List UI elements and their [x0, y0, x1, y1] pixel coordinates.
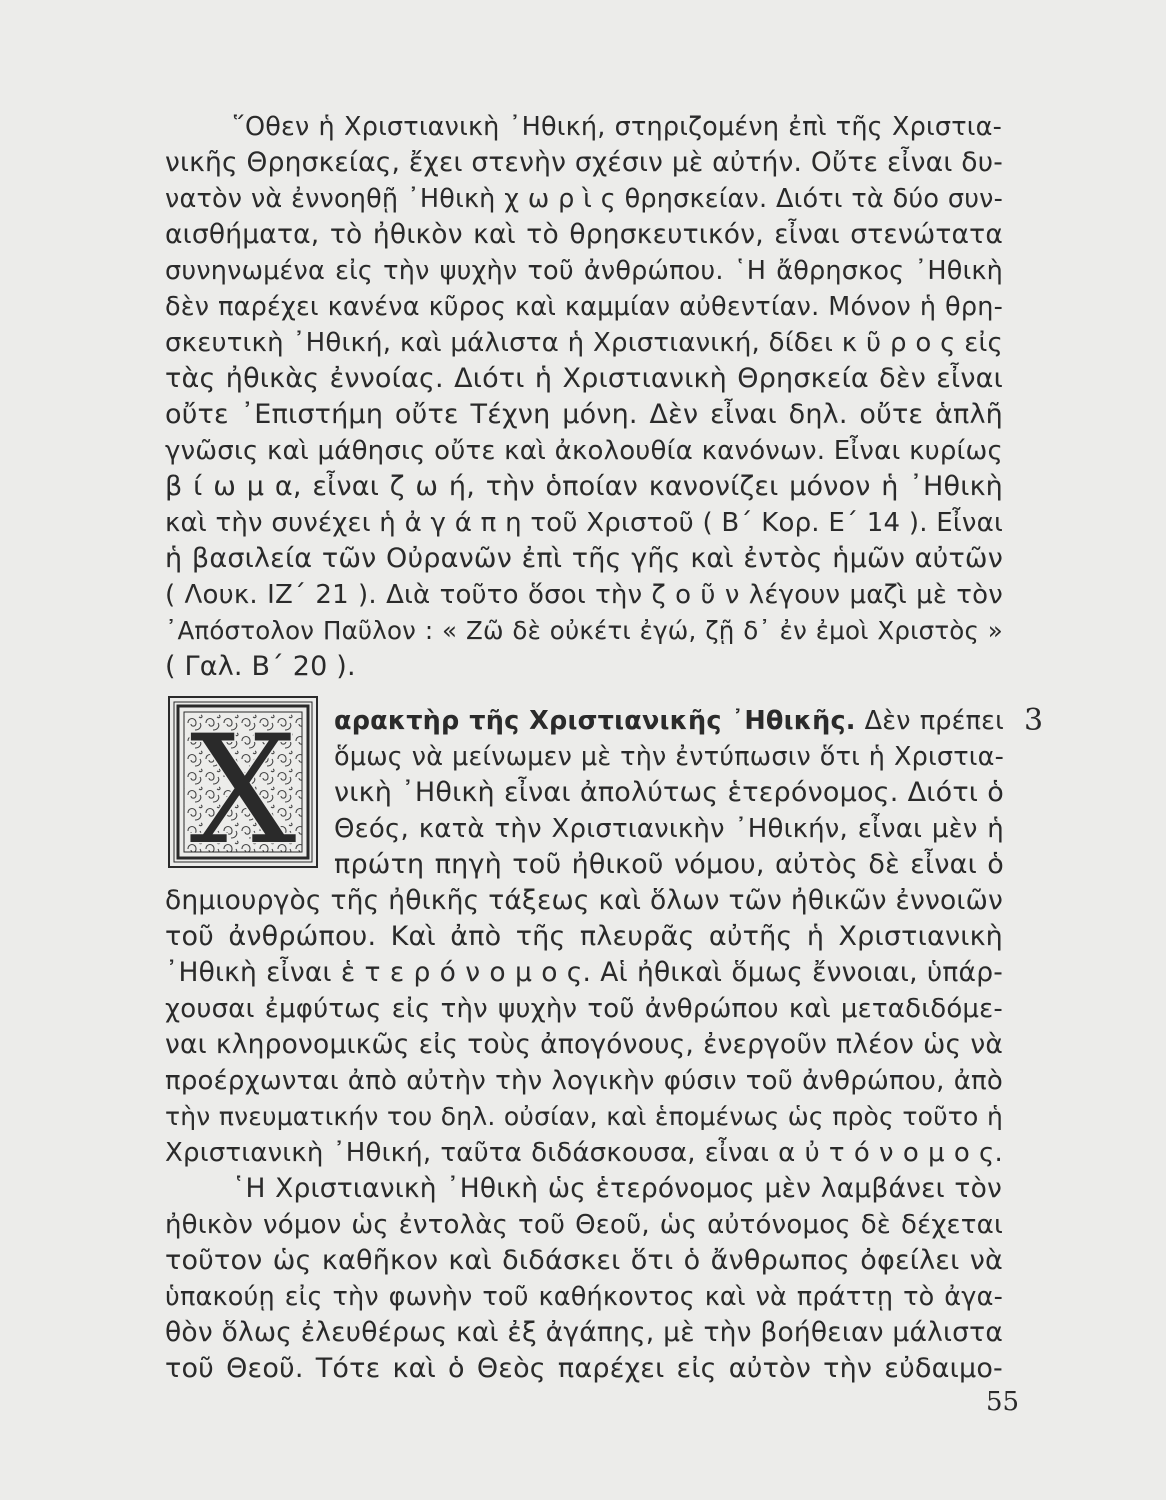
- text-line: νικῆς Θρησκείας, ἔχει στενὴν σχέσιν μὲ αὐτήν. Οὔτε εἶναι δυ-: [165, 147, 1003, 178]
- text-line: ὅμως νὰ μείνωμεν μὲ τὴν ἐντύπωσιν ὅτι ἡ Χριστια-: [334, 742, 1004, 772]
- text-line: ῞Οθεν ἡ Χριστιανικὴ ᾽Ηθική, στηριζομένη ἐπὶ τῆς Χριστια-: [232, 112, 1002, 142]
- text-line: νατὸν νὰ ἐννοηθῇ ᾽Ηθικὴ χ ω ρ ὶ ς θρησκείαν. Διότι τὰ δύο συν-: [165, 184, 1003, 214]
- text-line: θὸν ὅλως ἐλευθέρως καὶ ἐξ ἀγάπης, μὲ τὴν βοήθειαν μάλιστα: [165, 1317, 1003, 1348]
- text-line: γνῶσις καὶ μάθησις οὔτε καὶ ἀκολουθία κανόνων. Εἶναι κυρίως: [165, 436, 1003, 466]
- text-line: ὑπακούῃ εἰς τὴν φωνὴν τοῦ καθήκοντος καὶ νὰ πράττῃ τὸ ἀγα-: [165, 1282, 1003, 1312]
- heading-continuation: Δὲν πρέπει: [864, 706, 1004, 736]
- text-line: τὰς ἠθικὰς ἐννοίας. Διότι ἡ Χριστιανικὴ Θρησκεία δὲν εἶναι: [165, 363, 1003, 394]
- text-line: προέρχωνται ἀπὸ αὐτὴν τὴν λογικὴν φύσιν τοῦ ἀνθρώπου, ἀπὸ: [165, 1066, 1003, 1096]
- text-line: ᾽Ηθικὴ εἶναι ἑ τ ε ρ ό ν ο μ ο ς. Αἱ ἠθικαὶ ὅμως ἔννοιαι, ὑπάρ-: [165, 957, 1003, 988]
- text-line: ἠθικὸν νόμον ὡς ἐντολὰς τοῦ Θεοῦ, ὡς αὐτόνομος δὲ δέχεται: [165, 1210, 1003, 1240]
- text-line: σκευτικὴ ᾽Ηθική, καὶ μάλιστα ἡ Χριστιανική, δίδει κ ῦ ρ ο ς εἰς: [165, 328, 1003, 358]
- text-line: ( Γαλ. Β΄ 20 ).: [165, 651, 356, 682]
- text-line: τοῦτον ὡς καθῆκον καὶ διδάσκει ὅτι ὁ ἄνθρωπος ὀφείλει νὰ: [165, 1245, 1003, 1276]
- text-line: αισθήματα, τὸ ἠθικὸν καὶ τὸ θρησκευτικόν, εἶναι στενώτατα: [165, 219, 1003, 250]
- text-line: ᾽Απόστολον Παῦλον : « Ζῶ δὲ οὐκέτι ἐγώ, ζῇ δ᾽ ἐν ἐμοὶ Χριστὸς »: [165, 616, 1003, 645]
- text-line: οὔτε ᾽Επιστήμη οὔτε Τέχνη μόνη. Δὲν εἶναι δηλ. οὔτε ἁπλῆ: [165, 399, 1003, 430]
- text-line: δημιουργὸς τῆς ἠθικῆς τάξεως καὶ ὅλων τῶν ἠθικῶν ἐννοιῶν: [165, 885, 1003, 916]
- text-line: τοῦ Θεοῦ. Τότε καὶ ὁ Θεὸς παρέχει εἰς αὐτὸν τὴν εὐδαιμο-: [165, 1353, 1003, 1384]
- page-number: 55: [986, 1387, 1020, 1417]
- text-line: Χριστιανικὴ ᾽Ηθική, ταῦτα διδάσκουσα, εἶναι α ὐ τ ό ν ο μ ο ς.: [165, 1138, 1003, 1168]
- text-line: πρώτη πηγὴ τοῦ ἠθικοῦ νόμου, αὐτὸς δὲ εἶναι ὁ: [334, 849, 1004, 880]
- text-line: δὲν παρέχει κανένα κῦρος καὶ καμμίαν αὐθεντίαν. Μόνον ἡ θρη-: [165, 292, 1003, 322]
- text-line: χουσαι ἐμφύτως εἰς τὴν ψυχὴν τοῦ ἀνθρώπου καὶ μεταδιδόμε-: [165, 994, 1003, 1024]
- margin-section-number: 3: [1024, 703, 1044, 738]
- text-line: ἡ βασιλεία τῶν Οὐρανῶν ἐπὶ τῆς γῆς καὶ ἐντὸς ἡμῶν αὐτῶν: [165, 543, 1003, 574]
- section-heading-line: [334, 703, 1004, 739]
- text-line: συνηνωμένα εἰς τὴν ψυχὴν τοῦ ἀνθρώπου. ῾Η ἄθρησκος ᾽Ηθικὴ: [165, 256, 1003, 286]
- text-line: Θεός, κατὰ τὴν Χριστιανικὴν ᾽Ηθικήν, εἶναι μὲν ἡ: [334, 814, 1004, 844]
- text-line: τὴν πνευματικήν του δηλ. οὐσίαν, καὶ ἑπομένως ὡς πρὸς τοῦτο ἡ: [165, 1102, 1003, 1131]
- text-line: καὶ τὴν συνέχει ἡ ἀ γ ά π η τοῦ Χριστοῦ ( Β΄ Κορ. Ε΄ 14 ). Εἶναι: [165, 508, 1003, 538]
- text-line: ( Λουκ. ΙΖ΄ 21 ). Διὰ τοῦτο ὅσοι τὴν ζ ο ῦ ν λέγουν μαζὶ μὲ τὸν: [165, 580, 1003, 610]
- dropcap-ornament: [168, 696, 318, 868]
- text-line: ῾Η Χριστιανικὴ ᾽Ηθικὴ ὡς ἑτερόνομος μὲν λαμβάνει τὸν: [232, 1173, 1002, 1204]
- dropcap-letter: Χ: [189, 704, 297, 868]
- text-line: β ί ω μ α, εἶναι ζ ω ή, τὴν ὁποίαν κανονίζει μόνον ἡ ᾽Ηθικὴ: [165, 471, 1003, 502]
- section-heading: αρακτὴρ τῆς Χριστιανικῆς ᾽Ηθικῆς.: [334, 706, 856, 736]
- text-line: ναι κληρονομικῶς εἰς τοὺς ἀπογόνους, ἐνεργοῦν πλέον ὡς νὰ: [165, 1029, 1003, 1060]
- text-line: τοῦ ἀνθρώπου. Καὶ ἀπὸ τῆς πλευρᾶς αὐτῆς ἡ Χριστιανικὴ: [165, 921, 1003, 952]
- text-line: νικὴ ᾽Ηθικὴ εἶναι ἀπολύτως ἑτερόνομος. Διότι ὁ: [334, 777, 1004, 808]
